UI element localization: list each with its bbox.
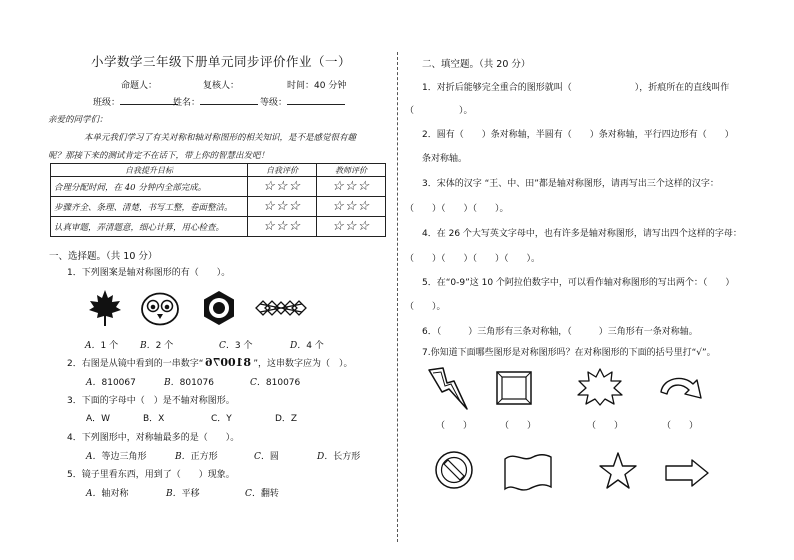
fill-q3-line-1: 3．宋体的汉字 “王、中、田”都是轴对称图形，请再写出三个这样的汉字： (422, 179, 719, 189)
reviewer-label: 复核人： (203, 81, 240, 91)
name-blank[interactable] (200, 95, 258, 105)
header-teacher-eval: 教师评价 (317, 164, 386, 177)
fill-q4-line-1: 4．在 26 个大写英文字母中，也有许多是轴对称图形，请写出四个这样的字母： (422, 229, 742, 239)
shape-answer-paren[interactable]: （ ） (587, 421, 624, 431)
q4-option-c[interactable]: C．圆 (254, 452, 279, 462)
q5-option-c[interactable]: C．翻转 (245, 489, 279, 499)
teacher-star-rating[interactable]: ☆☆☆ (317, 217, 386, 237)
q1-option-a[interactable]: A．1 个 (85, 341, 119, 351)
fill-q5-line-1[interactable]: 5．在“0-9”这 10 个阿拉伯数字中，可以看作轴对称图形的写出两个：（ ） (422, 278, 735, 288)
class-label: 班级： (93, 98, 121, 108)
hexagon-nut-icon (201, 290, 237, 326)
section-1-heading: 一、选择题。（共 10 分） (49, 251, 158, 262)
star-icon (598, 452, 638, 490)
q1-option-c[interactable]: C．3 个 (219, 341, 253, 351)
q4-option-b[interactable]: B．正方形 (175, 452, 218, 462)
time-label: 时间：40 分钟 (287, 81, 347, 91)
picture-frame-icon (496, 371, 532, 405)
q1-option-d[interactable]: D．4 个 (290, 341, 324, 351)
fill-q1-line-1[interactable]: 1．对折后能够完全重合的图形就叫（ ），折痕所在的直线叫作 (422, 83, 730, 93)
q1-text: 1．下列图案是轴对称图形的有（ ）。 (67, 268, 231, 278)
chinese-knot-icon (255, 296, 307, 320)
maple-leaf-icon (88, 289, 122, 327)
no-sign-icon (434, 450, 474, 490)
teacher-star-rating[interactable]: ☆☆☆ (317, 197, 386, 217)
column-divider (397, 52, 398, 542)
class-field[interactable] (93, 95, 178, 108)
shape-answer-paren[interactable]: （ ） (500, 421, 537, 431)
fill-q2-line-2: 条对称轴。 (422, 154, 468, 164)
fill-q4-line-2[interactable]: （ ）（ ）（ ）（ ）。 (405, 254, 541, 264)
q5-option-a[interactable]: A．轴对称 (86, 489, 129, 499)
owl-face-icon (140, 292, 180, 326)
grade-label: 等级： (260, 98, 288, 108)
shape-answer-paren[interactable]: （ ） (662, 421, 699, 431)
self-star-rating[interactable]: ☆☆☆ (248, 217, 317, 237)
name-label: 姓名： (173, 98, 201, 108)
fill-q5-line-2[interactable]: （ ）。 (405, 302, 446, 312)
class-blank[interactable] (120, 95, 178, 105)
q1-option-b[interactable]: B．2 个 (140, 341, 174, 351)
q4-option-d[interactable]: D．长方形 (317, 452, 361, 462)
q2-option-a[interactable]: A．810067 (86, 378, 136, 388)
q4-option-a[interactable]: A．等边三角形 (86, 452, 147, 462)
mirrored-digits: 810076 (205, 356, 252, 369)
fill-q6[interactable]: 6．（ ）三角形有三条对称轴，（ ）三角形有一条对称轴。 (422, 327, 698, 337)
evaluation-table (50, 163, 386, 237)
goal-cell: 步骤齐全、条理、清楚，书写工整，卷面整洁。 (51, 197, 248, 217)
goal-cell: 合理分配时间，在 40 分钟内全部完成。 (51, 177, 248, 197)
wavy-flag-icon (503, 451, 553, 493)
q2-option-c[interactable]: C．810076 (250, 378, 301, 388)
q3-option-a[interactable]: A．W (86, 414, 111, 424)
fill-q7: 7.你知道下面哪些图形是对称图形吗？在对称图形的下面的括号里打“√”。 (422, 348, 716, 358)
table-row (51, 177, 386, 197)
q3-option-c[interactable]: C．Y (211, 414, 232, 424)
q3-text: 3．下面的字母中（ ）是不轴对称图形。 (67, 396, 235, 406)
starburst-icon (577, 368, 623, 406)
header-self-eval: 自我评价 (248, 164, 317, 177)
right-arrow-icon (664, 458, 710, 488)
q2-option-b[interactable]: B．801076 (164, 378, 214, 388)
grade-blank[interactable] (287, 95, 345, 105)
table-header-row (51, 164, 386, 177)
author-label: 命题人： (121, 81, 158, 91)
lightning-bolt-icon (427, 367, 469, 411)
goal-cell: 认真审题，弄清题意，细心计算，用心检查。 (51, 217, 248, 237)
grade-field[interactable] (260, 95, 345, 108)
self-star-rating[interactable]: ☆☆☆ (248, 197, 317, 217)
name-field[interactable] (173, 95, 258, 108)
self-star-rating[interactable]: ☆☆☆ (248, 177, 317, 197)
fill-q3-line-2[interactable]: （ ）（ ）（ ）。 (405, 204, 509, 214)
shape-answer-paren[interactable]: （ ） (436, 421, 473, 431)
section-2-heading: 二、填空题。（共 20 分） (422, 59, 531, 70)
q3-option-b[interactable]: B．X (143, 414, 165, 424)
greeting: 亲爱的同学们： (48, 115, 108, 125)
page-title: 小学数学三年级下册单元同步评价作业（一） (91, 54, 352, 69)
q2-text: 2．右图是从镜中看到的一串数字“ 810076 ”，这串数字应为（ ）。 (67, 356, 353, 369)
q3-option-d[interactable]: D．Z (275, 414, 298, 424)
q5-option-b[interactable]: B．平移 (166, 489, 200, 499)
table-row (51, 197, 386, 217)
fill-q2-line-1[interactable]: 2．圆有（ ）条对称轴，半圆有（ ）条对称轴，平行四边形有（ ） (422, 130, 734, 140)
header-goal: 自我提升目标 (51, 164, 248, 177)
curved-arrow-icon (657, 372, 705, 406)
intro-line-2: 呢？那接下来的测试肯定不在话下，带上你的智慧出发吧！ (48, 151, 270, 161)
table-row (51, 217, 386, 237)
intro-line-1: 本单元我们学习了有关对称和轴对称图形的相关知识，是不是感觉很有趣 (84, 133, 357, 143)
fill-q1-line-2[interactable]: （ ）。 (405, 106, 473, 116)
teacher-star-rating[interactable]: ☆☆☆ (317, 177, 386, 197)
q5-text: 5．镜子里看东西，用到了（ ）现象。 (67, 470, 235, 480)
q4-text: 4．下列图形中，对称轴最多的是（ ）。 (67, 433, 240, 443)
